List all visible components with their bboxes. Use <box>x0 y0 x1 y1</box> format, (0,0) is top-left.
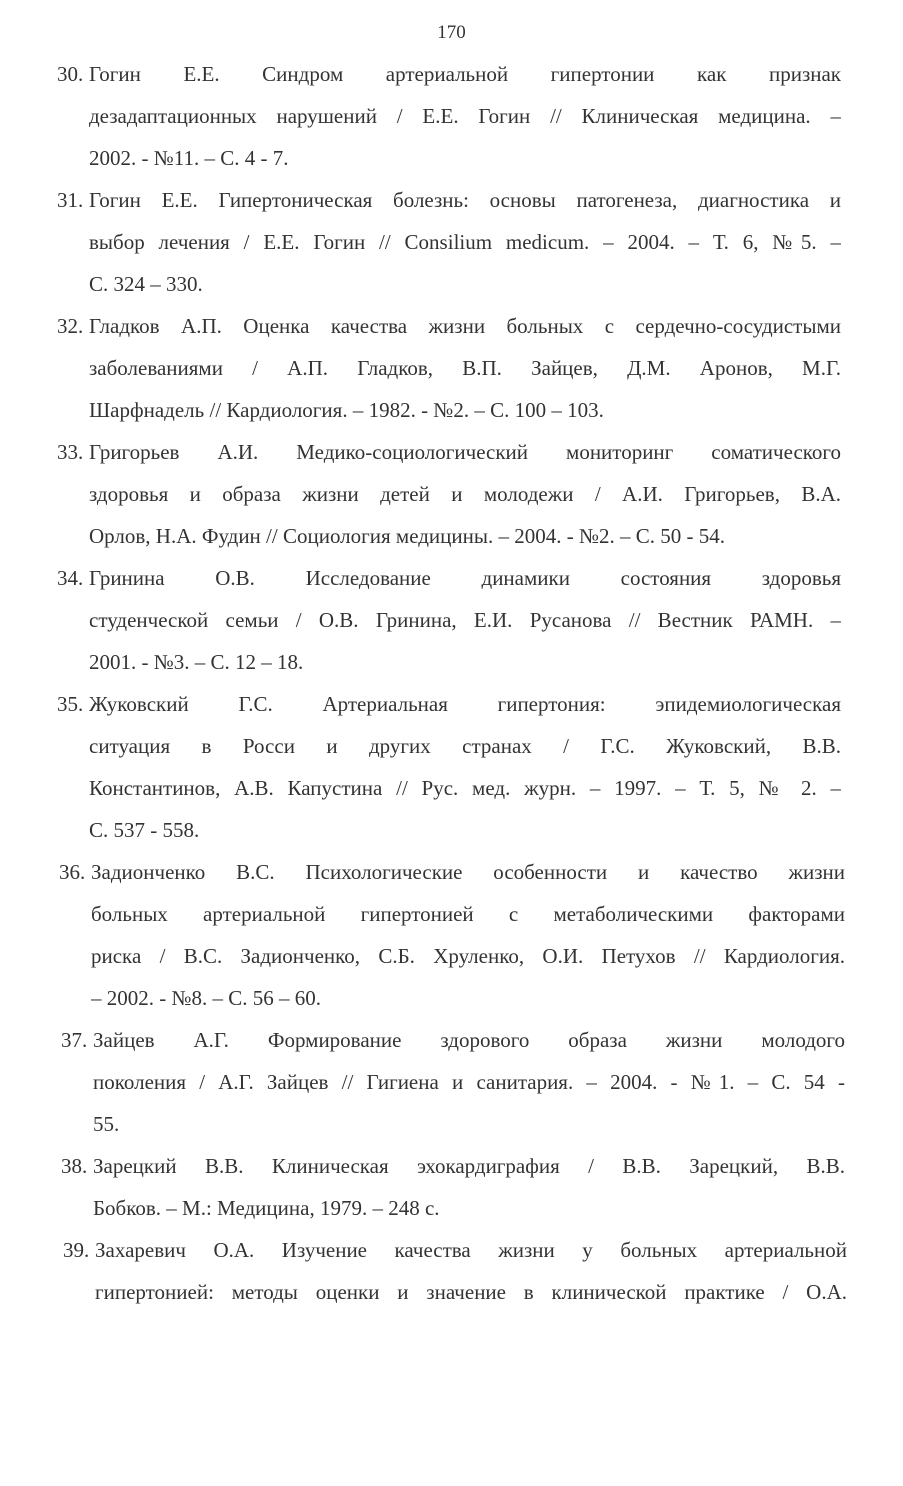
reference-line: – 2002. - №8. – С. 56 – 60. <box>91 986 322 1010</box>
reference-line: Зайцев А.Г. Формирование здорового образа жизни молодого <box>93 1028 845 1052</box>
reference-number: 34. <box>57 566 84 590</box>
reference-item-36 <box>0 851 903 1019</box>
reference-item-32 <box>0 305 903 431</box>
reference-line: дезадаптационных нарушений / Е.Е. Гогин // Клиническая медицина. – <box>89 104 841 128</box>
reference-line: С. 537 - 558. <box>89 818 200 842</box>
reference-line: студенческой семьи / О.В. Гринина, Е.И. Русанова // Вестник РАМН. – <box>89 608 841 632</box>
reference-line: выбор лечения / Е.Е. Гогин // Consilium medicum. – 2004. – Т. 6, №5. – <box>89 230 841 254</box>
reference-number: 36. <box>59 860 86 884</box>
reference-line: Константинов, А.В. Капустина // Рус. мед. журн. – 1997. – Т. 5, № 2. – <box>89 776 841 800</box>
reference-line: Бобков. – М.: Медицина, 1979. – 248 с. <box>93 1196 440 1220</box>
reference-line: Зарецкий В.В. Клиническая эхокардиграфия / В.В. Зарецкий, В.В. <box>93 1154 845 1178</box>
reference-number: 39. <box>63 1238 90 1262</box>
reference-line: Гладков А.П. Оценка качества жизни больных с сердечно-сосудистыми <box>89 314 841 338</box>
reference-number: 38. <box>61 1154 88 1178</box>
reference-number: 31. <box>57 188 84 212</box>
reference-line: 2001. - №3. – С. 12 – 18. <box>89 650 304 674</box>
reference-list <box>0 53 903 1313</box>
reference-line: 2002. - №11. – С. 4 - 7. <box>89 146 289 170</box>
reference-line: Шарфнадель // Кардиология. – 1982. - №2. – С. 100 – 103. <box>89 398 604 422</box>
reference-number: 35. <box>57 692 84 716</box>
reference-line: гипертонией: методы оценки и значение в клинической практике / О.А. <box>95 1280 847 1304</box>
reference-line: Гогин Е.Е. Синдром артериальной гипертонии как признак <box>89 62 841 86</box>
reference-line: здоровья и образа жизни детей и молодежи / А.И. Григорьев, В.А. <box>89 482 841 506</box>
reference-item-37 <box>0 1019 903 1145</box>
reference-item-31 <box>0 179 903 305</box>
reference-number: 33. <box>57 440 84 464</box>
reference-line: заболеваниями / А.П. Гладков, В.П. Зайцев, Д.М. Аронов, М.Г. <box>89 356 841 380</box>
page-number: 170 <box>437 22 466 43</box>
reference-line: Гринина О.В. Исследование динамики состояния здоровья <box>89 566 841 590</box>
reference-line: Орлов, Н.А. Фудин // Социология медицины. – 2004. - №2. – С. 50 - 54. <box>89 524 726 548</box>
reference-line: Гогин Е.Е. Гипертоническая болезнь: основы патогенеза, диагностика и <box>89 188 841 212</box>
reference-line: 55. <box>93 1112 120 1136</box>
reference-line: Задионченко В.С. Психологические особенности и качество жизни <box>91 860 845 884</box>
reference-line: ситуация в Росси и других странах / Г.С. Жуковский, В.В. <box>89 734 841 758</box>
reference-item-35 <box>0 683 903 851</box>
reference-line: Захаревич О.А. Изучение качества жизни у больных артериальной <box>95 1238 847 1262</box>
reference-number: 30. <box>57 62 84 86</box>
reference-item-38 <box>0 1145 903 1229</box>
reference-number: 32. <box>57 314 84 338</box>
reference-item-33 <box>0 431 903 557</box>
reference-line: Григорьев А.И. Медико-социологический мониторинг соматического <box>89 440 841 464</box>
reference-line: Жуковский Г.С. Артериальная гипертония: эпидемиологическая <box>89 692 841 716</box>
reference-item-39 <box>0 1229 903 1313</box>
reference-line: риска / В.С. Задионченко, С.Б. Хруленко, О.И. Петухов // Кардиология. <box>91 944 845 968</box>
reference-number: 37. <box>61 1028 88 1052</box>
reference-line: поколения / А.Г. Зайцев // Гигиена и санитария. – 2004. - №1. – С. 54 - <box>93 1070 845 1094</box>
reference-line: С. 324 – 330. <box>89 272 203 296</box>
reference-line: больных артериальной гипертонией с метаболическими факторами <box>91 902 845 926</box>
reference-item-30 <box>0 53 903 179</box>
reference-item-34 <box>0 557 903 683</box>
